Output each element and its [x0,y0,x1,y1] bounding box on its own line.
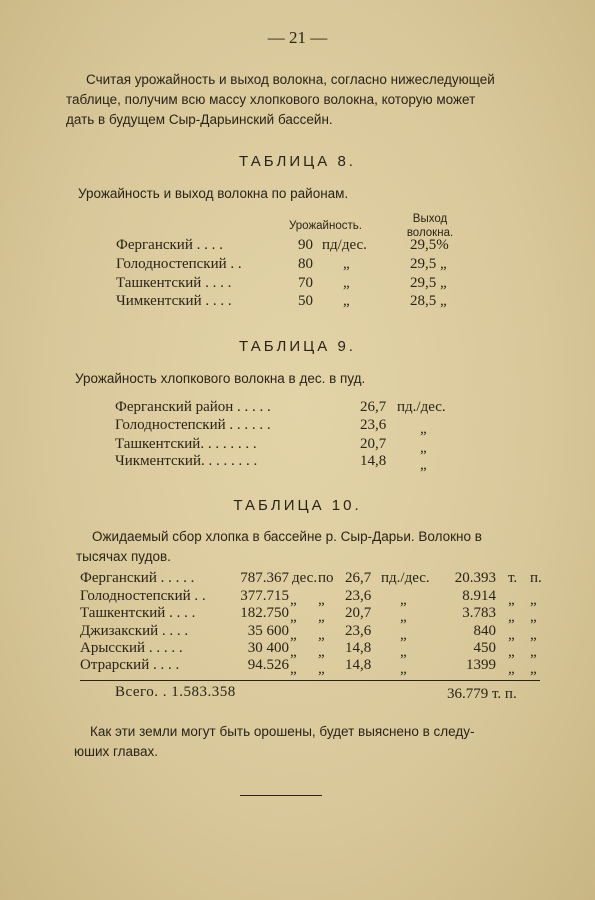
fiber-value: 29,5 „ [410,256,447,272]
district-name: Ташкентский. . . . . . . . [115,436,257,452]
table9-subtitle: Урожайность хлопкового волокна в дес. в пуд. [75,371,366,386]
fiber-unit-1: „ [508,609,515,625]
intro-paragraph [66,70,495,130]
closing-line: Как эти земли могут быть орошены, будет выяснено в следу- [90,724,475,739]
district-name: Голодностепский . . . . . . [115,417,271,433]
table-row [0,570,595,588]
district-name: Отрарский . . . . [80,657,180,673]
fiber-yield-unit: пд./дес. [397,399,446,415]
yield-unit: „ [343,256,350,272]
fiber-unit-1: „ [508,592,515,608]
rate-unit: „ [400,609,407,625]
rate-unit: пд./дес. [381,570,430,586]
table8-col-yield: Урожайность. [289,220,362,232]
closing-line: юших главах. [74,744,159,759]
rate-unit: „ [400,661,407,677]
end-rule [240,795,322,796]
rate-unit: „ [400,592,407,608]
fiber-unit-1: „ [508,644,515,660]
fiber-value: 8.914 [462,588,496,604]
table10-heading: ТАБЛИЦА 10. [233,497,362,514]
yield-value: 90 [298,237,313,253]
harvest-value: 35 600 [247,623,289,639]
yield-value: 80 [298,256,313,272]
fiber-value: 20.393 [454,570,496,586]
fiber-unit-2: п. [530,570,542,586]
table10-subtitle-line: тысячах пудов. [76,549,171,564]
harvest-unit: „ [290,644,297,660]
page-number: — 21 — [267,28,328,47]
rate-prefix: „ [318,592,325,608]
rate-unit: „ [400,627,407,643]
rate-value: 23,6 [345,623,372,639]
fiber-yield-value: 14,8 [360,453,387,469]
fiber-unit-2: „ [530,644,537,660]
table-row [0,605,595,623]
rate-prefix: „ [318,661,325,677]
fiber-yield-unit: „ [420,421,427,437]
fiber-value: 840 [473,623,496,639]
district-name: Голодностепский . . [80,588,206,604]
fiber-yield-value: 20,7 [360,436,387,452]
rate-unit: „ [400,644,407,660]
fiber-unit-1: „ [508,627,515,643]
rate-value: 14,8 [345,640,372,656]
rate-prefix: „ [318,644,325,660]
harvest-unit: „ [290,592,297,608]
fiber-value: 29,5 „ [410,275,447,291]
table10-subtitle-line: Ожидаемый сбор хлопка в бассейне р. Сыр-Дарьи. Волокно в [92,529,482,544]
intro-line: таблице, получим всю массу хлопкового волокна, которую может [66,92,476,107]
yield-unit: „ [343,293,350,309]
harvest-unit: дес. [292,570,318,586]
district-name: Ферганский . . . . [116,237,223,253]
rate-prefix: „ [318,627,325,643]
rate-prefix: по [318,570,334,586]
total-label: Всего. . 1.583.358 [115,684,236,700]
fiber-value: 450 [473,640,496,656]
yield-unit: „ [343,275,350,291]
district-name: Чикментский. . . . . . . . [115,453,258,469]
harvest-value: 787.367 [240,570,289,586]
total-rule [80,680,540,681]
fiber-value: 28,5 „ [410,293,447,309]
table8-heading: ТАБЛИЦА 8. [239,153,356,170]
harvest-value: 182.750 [240,605,289,621]
district-name: Ферганский . . . . . [80,570,195,586]
harvest-unit: „ [290,627,297,643]
district-name: Ташкентский . . . . [80,605,196,621]
fiber-value: 29,5% [410,237,449,253]
fiber-unit-1: „ [508,661,515,677]
intro-line: дать в будущем Сыр-Дарьинский бассейн. [66,112,333,127]
intro-line: Считая урожайность и выход волокна, согласно нижеследующей [86,72,495,87]
rate-value: 23,6 [345,588,372,604]
rate-value: 20,7 [345,605,372,621]
table-row [0,657,595,675]
fiber-unit-2: „ [530,609,537,625]
table8-col-fiber-line: Выход [412,213,448,225]
fiber-unit-1: т. [508,570,518,586]
harvest-value: 30 400 [247,640,289,656]
table8-col-fiber-line: волокна. [406,227,454,239]
fiber-yield-unit: „ [420,440,427,456]
district-name: Ташкентский . . . . [116,275,232,291]
district-name: Ферганский район . . . . . [115,399,271,415]
yield-value: 70 [298,275,313,291]
fiber-value: 3.783 [462,605,496,621]
fiber-unit-2: „ [530,592,537,608]
fiber-unit-2: „ [530,627,537,643]
yield-value: 50 [298,293,313,309]
harvest-unit: „ [290,661,297,677]
rate-value: 26,7 [345,570,372,586]
fiber-value: 1399 [466,657,496,673]
table8-subtitle: Урожайность и выход волокна по районам. [78,186,349,201]
district-name: Джизакский . . . . [80,623,189,639]
fiber-unit-2: „ [530,661,537,677]
table-row [0,640,595,658]
fiber-yield-unit: „ [420,457,427,473]
table10-subtitle [76,527,482,567]
total-fiber: 36.779 т. п. [447,686,517,702]
yield-unit: пд/дес. [322,237,367,253]
district-name: Арысский . . . . . [80,640,183,656]
rate-value: 14,8 [345,657,372,673]
harvest-unit: „ [290,609,297,625]
table-row [0,588,595,606]
closing-paragraph [74,722,475,762]
district-name: Голодностепский . . [116,256,242,272]
table-row [0,623,595,641]
table9-heading: ТАБЛИЦА 9. [239,338,356,355]
fiber-yield-value: 23,6 [360,417,387,433]
rate-prefix: „ [318,609,325,625]
fiber-yield-value: 26,7 [360,399,387,415]
table8-col-fiber [395,212,465,240]
harvest-value: 94.526 [247,657,289,673]
district-name: Чимкентский . . . . [116,293,232,309]
harvest-value: 377.715 [240,588,289,604]
